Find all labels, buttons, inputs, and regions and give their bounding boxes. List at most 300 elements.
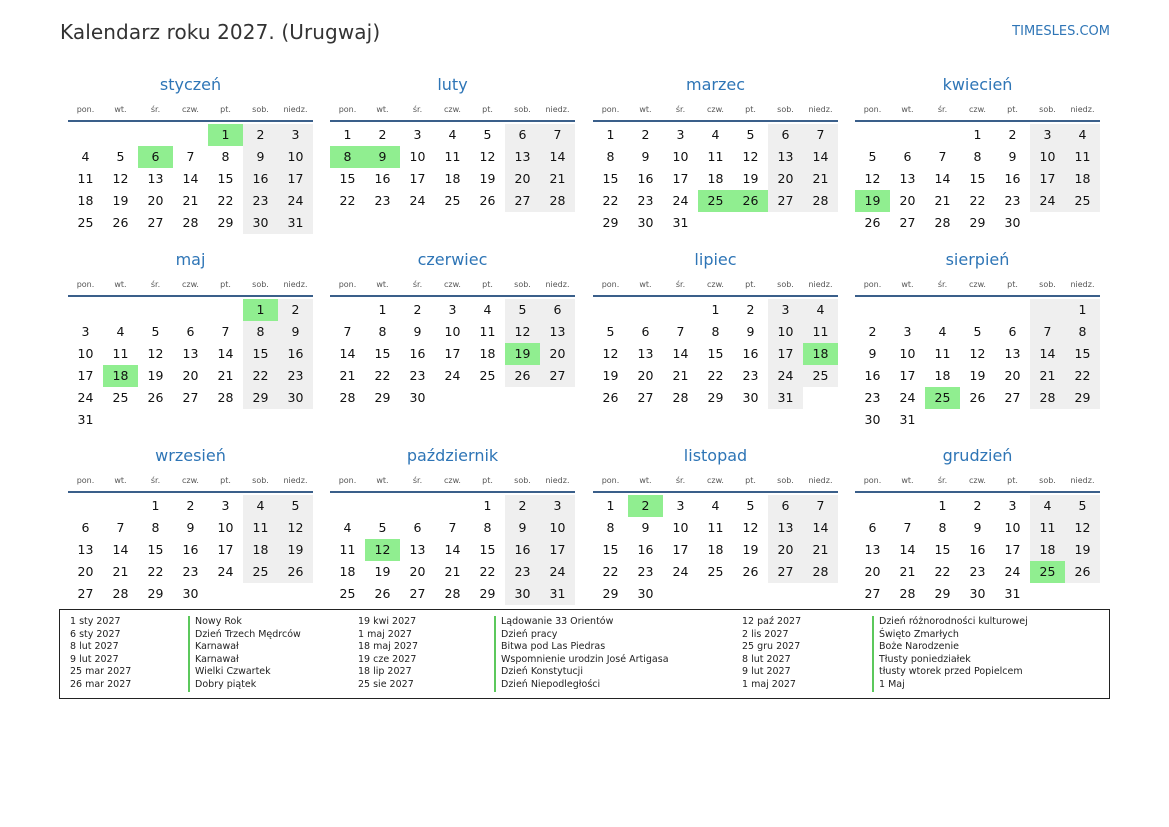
- empty-cell: [68, 299, 103, 321]
- weekday-header: [855, 275, 1100, 295]
- weekday-label: pt.: [220, 280, 231, 289]
- day-cell: 11: [444, 149, 461, 164]
- day-cell: 22: [969, 193, 986, 208]
- header-rule: [855, 120, 1100, 122]
- day-cell: 12: [365, 539, 400, 561]
- day-cell: 31: [1004, 586, 1021, 601]
- day-cell: 20: [540, 343, 575, 365]
- weekday-label: pt.: [482, 105, 493, 114]
- day-cell: 7: [938, 149, 947, 164]
- month-calendar: [330, 74, 575, 212]
- weekday-label: niedz.: [283, 280, 308, 289]
- day-cell: 1: [151, 498, 160, 513]
- day-cell: 22: [374, 368, 391, 383]
- week-row: [855, 365, 1100, 387]
- empty-cell: [925, 124, 960, 146]
- weekday-label: śr.: [937, 105, 948, 114]
- day-cell: 21: [672, 368, 689, 383]
- day-cell: 12: [1065, 517, 1100, 539]
- day-cell: 17: [768, 343, 803, 365]
- legend-date: 9 lut 2027: [70, 653, 119, 665]
- day-cell: 22: [243, 365, 278, 387]
- empty-cell: [960, 299, 995, 321]
- day-cell: 7: [803, 124, 838, 146]
- day-cell: 19: [374, 564, 391, 579]
- week-row: [330, 517, 575, 539]
- day-cell: 22: [217, 193, 234, 208]
- day-cell: 26: [1065, 561, 1100, 583]
- weekday-label: śr.: [150, 105, 161, 114]
- day-cell: 14: [217, 346, 234, 361]
- week-row: [855, 409, 1100, 431]
- day-cell: 21: [444, 564, 461, 579]
- day-cell: 4: [448, 127, 457, 142]
- day-cell: 1: [606, 127, 615, 142]
- day-cell: 22: [1065, 365, 1100, 387]
- day-cell: 13: [540, 321, 575, 343]
- day-cell: 17: [1030, 168, 1065, 190]
- legend-date: 26 mar 2027: [70, 678, 132, 690]
- week-row: [593, 539, 838, 561]
- day-cell: 30: [182, 586, 199, 601]
- day-cell: 10: [1030, 146, 1065, 168]
- empty-cell: [1065, 583, 1100, 605]
- empty-cell: [330, 299, 365, 321]
- day-cell: 20: [77, 564, 94, 579]
- empty-cell: [890, 495, 925, 517]
- month-name: styczeń: [159, 75, 222, 94]
- site-link[interactable]: TIMESLES.COM: [1012, 24, 1110, 39]
- weekday-label: pon.: [76, 476, 95, 485]
- day-cell: 9: [243, 146, 278, 168]
- day-cell: 14: [803, 517, 838, 539]
- day-cell: 10: [899, 346, 916, 361]
- week-row: [330, 387, 575, 409]
- day-cell: 31: [899, 412, 916, 427]
- month-name: marzec: [685, 75, 745, 94]
- day-cell: 25: [707, 564, 724, 579]
- day-cell: 24: [444, 368, 461, 383]
- day-cell: 22: [339, 193, 356, 208]
- day-cell: 23: [864, 390, 881, 405]
- empty-cell: [768, 212, 803, 234]
- day-cell: 5: [151, 324, 160, 339]
- legend-holiday-name: Dzień różnorodności kulturowej: [872, 616, 1028, 629]
- day-cell: 9: [641, 520, 650, 535]
- day-cell: 24: [77, 390, 94, 405]
- day-cell: 26: [479, 193, 496, 208]
- weekday-label: niedz.: [283, 476, 308, 485]
- weekday-label: śr.: [675, 476, 686, 485]
- day-cell: 6: [1008, 324, 1017, 339]
- day-cell: 26: [505, 365, 540, 387]
- day-cell: 15: [243, 343, 278, 365]
- empty-cell: [138, 124, 173, 146]
- day-cell: 4: [803, 299, 838, 321]
- day-cell: 20: [1004, 368, 1021, 383]
- weekday-label: sob.: [777, 105, 794, 114]
- empty-cell: [435, 495, 470, 517]
- weekday-label: pon.: [338, 105, 357, 114]
- day-cell: 13: [864, 542, 881, 557]
- day-cell: 21: [112, 564, 129, 579]
- holiday-legend: [59, 609, 1110, 699]
- week-row: [68, 365, 313, 387]
- legend-holiday-name: Dzień Niepodległości: [494, 679, 669, 692]
- day-cell: 24: [540, 561, 575, 583]
- day-cell: 16: [1004, 171, 1021, 186]
- weekday-label: niedz.: [1070, 476, 1095, 485]
- legend-date: 1 sty 2027: [70, 616, 121, 627]
- empty-cell: [803, 387, 838, 409]
- day-cell: 18: [444, 171, 461, 186]
- weekday-label: pon.: [76, 280, 95, 289]
- day-cell: 5: [483, 127, 492, 142]
- day-cell: 11: [479, 324, 496, 339]
- day-cell: 23: [969, 564, 986, 579]
- day-cell: 15: [374, 346, 391, 361]
- legend-date: 25 sie 2027: [358, 678, 414, 690]
- day-cell: 26: [278, 561, 313, 583]
- week-row: [593, 365, 838, 387]
- weekday-label: śr.: [150, 280, 161, 289]
- weekday-label: niedz.: [545, 280, 570, 289]
- day-cell: 2: [378, 127, 387, 142]
- empty-cell: [855, 299, 890, 321]
- day-cell: 11: [1030, 517, 1065, 539]
- day-cell: 13: [768, 517, 803, 539]
- empty-cell: [855, 495, 890, 517]
- weekday-label: pon.: [601, 105, 620, 114]
- day-cell: 21: [934, 193, 951, 208]
- day-cell: 1: [606, 498, 615, 513]
- weekday-label: sob.: [514, 280, 531, 289]
- day-cell: 19: [479, 171, 496, 186]
- day-cell: 19: [505, 343, 540, 365]
- day-cell: 17: [217, 542, 234, 557]
- day-cell: 7: [903, 520, 912, 535]
- day-cell: 21: [339, 368, 356, 383]
- weekday-label: wt.: [901, 105, 914, 114]
- weekday-header: [68, 471, 313, 491]
- day-cell: 17: [899, 368, 916, 383]
- day-cell: 11: [77, 171, 94, 186]
- day-cell: 25: [77, 215, 94, 230]
- day-cell: 24: [409, 193, 426, 208]
- day-cell: 14: [899, 542, 916, 557]
- day-cell: 24: [672, 564, 689, 579]
- day-cell: 23: [637, 193, 654, 208]
- legend-holiday-name: Wielki Czwartek: [188, 666, 301, 679]
- legend-date: 1 maj 2027: [358, 628, 412, 640]
- legend-date: 1 maj 2027: [742, 678, 796, 690]
- day-cell: 27: [77, 586, 94, 601]
- day-cell: 11: [243, 517, 278, 539]
- day-cell: 14: [1030, 343, 1065, 365]
- day-cell: 5: [868, 149, 877, 164]
- weekday-label: wt.: [639, 105, 652, 114]
- day-cell: 15: [479, 542, 496, 557]
- day-cell: 30: [742, 390, 759, 405]
- day-cell: 26: [602, 390, 619, 405]
- week-row: [593, 146, 838, 168]
- legend-holiday-name: Lądowanie 33 Orientów: [494, 616, 669, 629]
- day-cell: 14: [444, 542, 461, 557]
- day-cell: 28: [112, 586, 129, 601]
- day-cell: 19: [742, 542, 759, 557]
- weekday-label: śr.: [937, 280, 948, 289]
- weekday-label: śr.: [412, 280, 423, 289]
- legend-holiday-name: Wspomnienie urodzin José Artigasa: [494, 654, 669, 667]
- week-row: [593, 495, 838, 517]
- day-cell: 1: [973, 127, 982, 142]
- day-cell: 21: [1030, 365, 1065, 387]
- header-rule: [593, 295, 838, 297]
- day-cell: 21: [803, 539, 838, 561]
- weekday-label: wt.: [639, 280, 652, 289]
- day-cell: 1: [378, 302, 387, 317]
- day-cell: 3: [81, 324, 90, 339]
- day-cell: 11: [803, 321, 838, 343]
- week-row: [855, 190, 1100, 212]
- day-cell: 23: [278, 365, 313, 387]
- weekday-label: śr.: [412, 105, 423, 114]
- weekday-label: niedz.: [1070, 280, 1095, 289]
- weekday-label: pon.: [76, 105, 95, 114]
- weekday-header: [330, 100, 575, 120]
- day-cell: 18: [803, 343, 838, 365]
- weekday-label: niedz.: [808, 476, 833, 485]
- header-rule: [593, 491, 838, 493]
- day-cell: 22: [707, 368, 724, 383]
- weekday-label: sob.: [514, 105, 531, 114]
- day-cell: 15: [602, 171, 619, 186]
- day-cell: 28: [540, 190, 575, 212]
- day-cell: 10: [672, 149, 689, 164]
- day-cell: 4: [1030, 495, 1065, 517]
- day-cell: 18: [707, 171, 724, 186]
- day-cell: 11: [707, 520, 724, 535]
- day-cell: 3: [1008, 498, 1017, 513]
- day-cell: 26: [374, 586, 391, 601]
- legend-holiday-name: Dzień Trzech Mędrców: [188, 629, 301, 642]
- day-cell: 15: [969, 171, 986, 186]
- day-cell: 27: [409, 586, 426, 601]
- week-row: [593, 517, 838, 539]
- empty-cell: [855, 124, 890, 146]
- day-cell: 13: [768, 146, 803, 168]
- day-cell: 4: [343, 520, 352, 535]
- weekday-label: pon.: [601, 476, 620, 485]
- day-cell: 29: [969, 215, 986, 230]
- weekday-header: [330, 471, 575, 491]
- day-cell: 14: [672, 346, 689, 361]
- weekday-label: czw.: [182, 105, 199, 114]
- day-cell: 29: [602, 215, 619, 230]
- day-cell: 16: [374, 171, 391, 186]
- day-cell: 18: [1065, 168, 1100, 190]
- day-cell: 13: [505, 146, 540, 168]
- day-cell: 27: [540, 365, 575, 387]
- legend-holiday-name: Tłusty poniedziałek: [872, 654, 1028, 667]
- month-calendar: [593, 249, 838, 409]
- day-cell: 6: [138, 146, 173, 168]
- day-cell: 8: [243, 321, 278, 343]
- day-cell: 20: [637, 368, 654, 383]
- weekday-label: śr.: [675, 105, 686, 114]
- day-cell: 29: [479, 586, 496, 601]
- weekday-label: czw.: [707, 105, 724, 114]
- day-cell: 8: [973, 149, 982, 164]
- day-cell: 6: [768, 124, 803, 146]
- week-row: [68, 387, 313, 409]
- day-cell: 16: [278, 343, 313, 365]
- weekday-header: [855, 471, 1100, 491]
- day-cell: 8: [330, 146, 365, 168]
- month-calendar: [330, 249, 575, 409]
- weekday-label: niedz.: [545, 105, 570, 114]
- day-cell: 24: [672, 193, 689, 208]
- legend-holiday-name: 1 Maj: [872, 679, 1028, 692]
- empty-cell: [365, 495, 400, 517]
- day-cell: 6: [186, 324, 195, 339]
- day-cell: 12: [147, 346, 164, 361]
- day-cell: 22: [602, 193, 619, 208]
- day-cell: 5: [973, 324, 982, 339]
- day-cell: 12: [864, 171, 881, 186]
- day-cell: 3: [540, 495, 575, 517]
- day-cell: 19: [969, 368, 986, 383]
- day-cell: 12: [505, 321, 540, 343]
- day-cell: 26: [969, 390, 986, 405]
- day-cell: 13: [1004, 346, 1021, 361]
- legend-holiday-name: Boże Narodzenie: [872, 641, 1028, 654]
- month-name: listopad: [683, 446, 748, 465]
- legend-date: 12 paź 2027: [742, 616, 802, 627]
- day-cell: 8: [483, 520, 492, 535]
- weekday-header: [593, 275, 838, 295]
- day-cell: 17: [1004, 542, 1021, 557]
- day-cell: 3: [1030, 124, 1065, 146]
- day-cell: 1: [483, 498, 492, 513]
- day-cell: 23: [182, 564, 199, 579]
- day-cell: 3: [768, 299, 803, 321]
- day-cell: 19: [112, 193, 129, 208]
- header-rule: [855, 295, 1100, 297]
- day-cell: 6: [868, 520, 877, 535]
- day-cell: 18: [479, 346, 496, 361]
- weekday-label: pt.: [482, 476, 493, 485]
- day-cell: 2: [868, 324, 877, 339]
- day-cell: 28: [803, 561, 838, 583]
- day-cell: 5: [278, 495, 313, 517]
- day-cell: 26: [733, 190, 768, 212]
- day-cell: 7: [448, 520, 457, 535]
- legend-holiday-name: Karnawał: [188, 654, 301, 667]
- weekday-label: czw.: [707, 476, 724, 485]
- day-cell: 27: [637, 390, 654, 405]
- day-cell: 23: [409, 368, 426, 383]
- month-name: październik: [406, 446, 499, 465]
- empty-cell: [435, 387, 470, 409]
- day-cell: 23: [374, 193, 391, 208]
- day-cell: 19: [147, 368, 164, 383]
- empty-cell: [628, 299, 663, 321]
- week-row: [593, 212, 838, 234]
- empty-cell: [470, 387, 505, 409]
- day-cell: 4: [1065, 124, 1100, 146]
- day-cell: 18: [934, 368, 951, 383]
- weekday-label: czw.: [444, 280, 461, 289]
- day-cell: 9: [413, 324, 422, 339]
- week-row: [593, 168, 838, 190]
- legend-date: 9 lut 2027: [742, 666, 791, 678]
- day-cell: 22: [934, 564, 951, 579]
- week-row: [855, 321, 1100, 343]
- weekday-label: sob.: [252, 476, 269, 485]
- day-cell: 13: [147, 171, 164, 186]
- weekday-label: niedz.: [545, 476, 570, 485]
- weekday-label: pt.: [220, 476, 231, 485]
- empty-cell: [103, 495, 138, 517]
- weekday-label: śr.: [937, 476, 948, 485]
- week-row: [68, 146, 313, 168]
- month-calendar: [855, 445, 1100, 605]
- header-rule: [68, 491, 313, 493]
- empty-cell: [698, 212, 733, 234]
- day-cell: 25: [444, 193, 461, 208]
- week-row: [855, 539, 1100, 561]
- week-row: [68, 124, 313, 146]
- week-row: [855, 517, 1100, 539]
- legend-date: 19 cze 2027: [358, 653, 417, 665]
- day-cell: 16: [637, 542, 654, 557]
- day-cell: 3: [676, 127, 685, 142]
- day-cell: 14: [112, 542, 129, 557]
- week-row: [330, 321, 575, 343]
- day-cell: 6: [768, 495, 803, 517]
- week-row: [593, 583, 838, 605]
- day-cell: 20: [899, 193, 916, 208]
- day-cell: 30: [409, 390, 426, 405]
- day-cell: 27: [768, 561, 803, 583]
- page-title: Kalendarz roku 2027. (Urugwaj): [60, 20, 381, 44]
- day-cell: 2: [413, 302, 422, 317]
- day-cell: 20: [147, 193, 164, 208]
- weekday-label: wt.: [901, 476, 914, 485]
- day-cell: 9: [1008, 149, 1017, 164]
- day-cell: 26: [112, 215, 129, 230]
- day-cell: 21: [540, 168, 575, 190]
- day-cell: 28: [899, 586, 916, 601]
- day-cell: 4: [243, 495, 278, 517]
- weekday-label: śr.: [675, 280, 686, 289]
- weekday-label: pon.: [338, 280, 357, 289]
- legend-date: 6 sty 2027: [70, 628, 121, 640]
- weekday-label: wt.: [114, 280, 127, 289]
- header-rule: [330, 491, 575, 493]
- empty-cell: [540, 387, 575, 409]
- month-calendar: [68, 445, 313, 605]
- weekday-label: pt.: [1007, 476, 1018, 485]
- week-row: [855, 146, 1100, 168]
- day-cell: 29: [934, 586, 951, 601]
- day-cell: 7: [343, 324, 352, 339]
- legend-date: 19 kwi 2027: [358, 616, 417, 627]
- day-cell: 15: [707, 346, 724, 361]
- legend-holiday-name: Nowy Rok: [188, 616, 301, 629]
- weekday-label: pt.: [745, 476, 756, 485]
